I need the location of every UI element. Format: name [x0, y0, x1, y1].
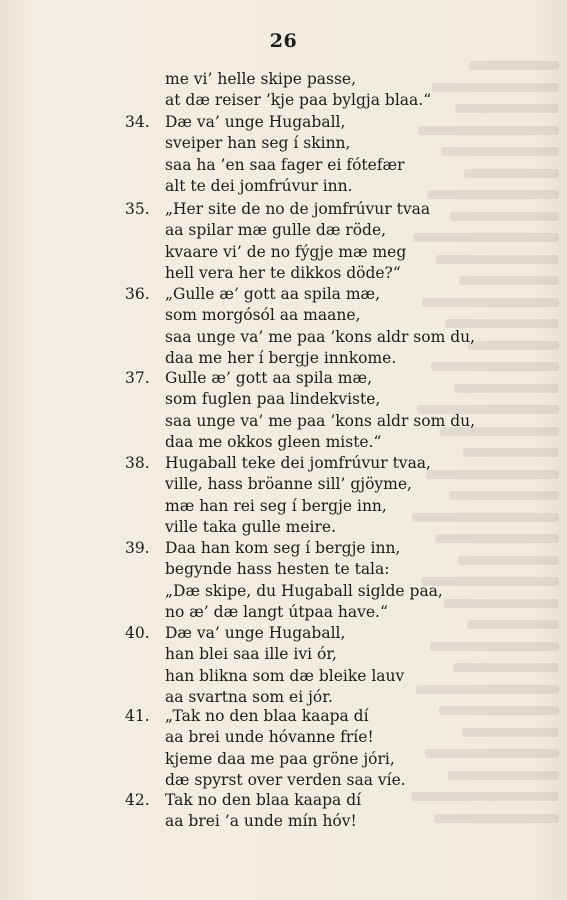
verse-line: aa svartna som ei jór. [165, 687, 333, 706]
verse-line: som morgósól aa maane, [165, 306, 361, 325]
verse-line: Gulle æ’ gott aa spila mæ, [165, 369, 373, 387]
verse-line: „Dæ skipe, du Hugaball siglde paa, [165, 581, 443, 600]
verse-line: som fuglen paa lindekviste, [165, 390, 381, 409]
verse-line: Daa han kom seg í bergje inn, [165, 539, 401, 557]
verse-line: at dæ reiser ’kje paa bylgja blaa.“ [165, 91, 432, 110]
verse-line: dæ spyrst over verden saa víe. [165, 770, 406, 789]
verse-line: saa ha ’en saa fager ei fótefær [165, 155, 405, 174]
verse-line: aa brei unde hóvanne fríe! [165, 728, 374, 747]
verse-line: kjeme daa me paa gröne jóri, [165, 749, 395, 768]
verse-line: daa me okkos gleen miste.“ [165, 432, 382, 451]
verse-line: ville, hass bröanne sill’ gjöyme, [165, 475, 412, 494]
verse-line: mæ han rei seg í bergje inn, [165, 496, 387, 515]
verse-line: ville taka gulle meire. [165, 517, 337, 536]
stanza-number: 36. [125, 285, 150, 303]
verse-line: saa unge va’ me paa ’kons aldr som du, [165, 411, 476, 430]
verse-line: „Gulle æ’ gott aa spila mæ, [165, 285, 381, 303]
verse-line: saa unge va’ me paa ’kons aldr som du, [165, 327, 476, 346]
verse-line: Dæ va’ unge Hugaball, [165, 113, 346, 131]
verse-line: Tak no den blaa kaapa dí [165, 791, 362, 809]
page-number: 26 [269, 30, 298, 52]
stanza-number: 38. [125, 454, 150, 472]
verse-line: han blei saa ille ivi ór, [165, 645, 337, 664]
stanza-number: 40. [125, 624, 150, 642]
verse-line: begynde hass hesten te tala: [165, 560, 390, 579]
stanza-number: 37. [125, 369, 150, 387]
verse-line: alt te dei jomfrúvur inn. [165, 176, 353, 195]
verse-line: daa me her í bergje innkome. [165, 348, 397, 367]
verse-line: aa spilar mæ gulle dæ röde, [165, 221, 387, 240]
verse-line: Dæ va’ unge Hugaball, [165, 624, 346, 642]
verse-line: „Tak no den blaa kaapa dí [165, 707, 369, 725]
verse-line: han blikna som dæ bleike lauv [165, 666, 405, 685]
verse-line: hell vera her te dikkos döde?“ [165, 263, 401, 282]
stanza-number: 34. [125, 113, 150, 131]
verse-line: no æ’ dæ langt útpaa have.“ [165, 602, 388, 621]
verse-line: „Her site de no de jomfrúvur tvaa [165, 200, 431, 218]
stanza-number: 39. [125, 539, 150, 557]
stanza-number: 42. [125, 791, 150, 809]
verse-line: kvaare vi’ de no fýgje mæ meg [165, 242, 407, 261]
verse-line: sveiper han seg í skinn, [165, 134, 351, 153]
stanza-number: 41. [125, 707, 150, 725]
verse-line: me vi’ helle skipe passe, [165, 70, 357, 88]
verse-line: Hugaball teke dei jomfrúvur tvaa, [165, 454, 431, 472]
stanza-number: 35. [125, 200, 150, 218]
verse-line: aa brei ’a unde mín hóv! [165, 812, 357, 831]
